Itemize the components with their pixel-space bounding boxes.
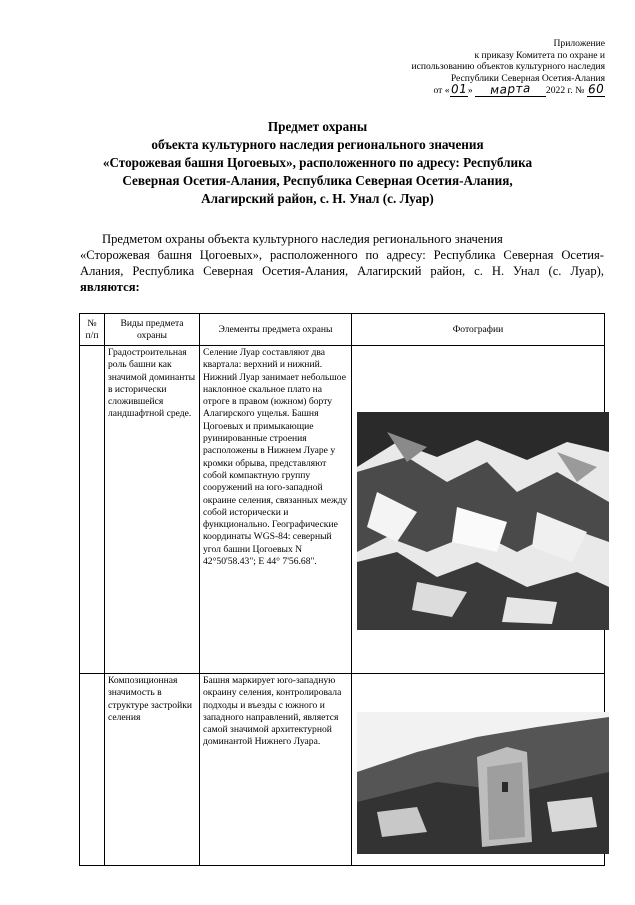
tower-photo	[357, 712, 609, 854]
header-elements: Элементы предмета охраны	[200, 314, 352, 346]
intro-paragraph	[80, 231, 604, 295]
appendix-line: Республики Северная Осетия-Алания	[450, 72, 605, 84]
date-month-handwritten: марта	[489, 80, 532, 98]
row-elements: Селение Луар составляют два квартала: верхний и нижний. Нижний Луар занимает небольшое наклонное скальное плато на отроге в правом (южном) борту Алагирского ущелья. Башня Цогоевых и примыкающие руинированные строения расположены в Нижнем Луаре у кромки обрыва, представляют собой компактную группу сооружений на юго-западной окраине селения, связанных между собой исторически и функционально. Географические координаты WGS-84: северный угол башни Цогоевых N 42°50'58.43"; E 44° 7'56.68".	[200, 346, 352, 674]
order-date-line	[305, 80, 605, 98]
header-num: № п/п	[80, 314, 105, 346]
order-number-handwritten: 60	[587, 81, 605, 97]
row-num	[80, 346, 105, 674]
table-row	[80, 346, 605, 674]
header-type: Виды предмета охраны	[105, 314, 200, 346]
intro-rest: «Сторожевая башня Цогоевых», расположенного по адресу: Республика Северная Осетия-Алания, Республика Северная Осетия-Алания, Алагирский район, с. Н. Унал (с. Луар),	[80, 248, 604, 278]
row-elements: Башня маркирует юго-западную окраину селения, контролировала подходы и въезды с южного и западного направлений, является самой значимой архитектурной доминантой Нижнего Луара.	[200, 674, 352, 866]
title-line: объекта культурного наследия регионального значения	[151, 137, 484, 152]
title-line: Алагирский район, с. Н. Унал (с. Луар)	[201, 191, 434, 206]
document-title	[40, 118, 595, 208]
date-year: 2022 г. №	[545, 85, 585, 96]
header-photos: Фотографии	[352, 314, 605, 346]
title-line: Северная Осетия-Алания, Республика Северная Осетия-Алания,	[122, 173, 513, 188]
date-prefix: от «	[433, 85, 450, 96]
intro-line-1: Предметом охраны объекта культурного наследия регионального значения	[102, 232, 503, 246]
date-day-handwritten: 01	[450, 81, 468, 97]
photo-cell	[352, 346, 605, 674]
row-type: Градостроительная роль башни как значимой доминанты в исторически сложившейся ландшафтной среде.	[105, 346, 200, 674]
appendix-line: к приказу Комитета по охране и	[474, 49, 605, 61]
title-line: Предмет охраны	[267, 119, 368, 134]
table-header-row	[80, 314, 605, 346]
photo-cell	[352, 674, 605, 866]
row-num	[80, 674, 105, 866]
landscape-photo	[357, 412, 609, 630]
protection-table	[79, 313, 605, 866]
appendix-line: Приложение	[553, 38, 605, 49]
table-row	[80, 674, 605, 866]
intro-bold: являются:	[80, 280, 140, 294]
appendix-header	[305, 38, 605, 97]
date-mid: »	[467, 85, 473, 96]
appendix-line: использованию объектов культурного наследия	[411, 61, 605, 72]
row-type: Композиционная значимость в структуре застройки селения	[105, 674, 200, 866]
title-line: «Сторожевая башня Цогоевых», расположенного по адресу: Республика	[102, 155, 533, 170]
